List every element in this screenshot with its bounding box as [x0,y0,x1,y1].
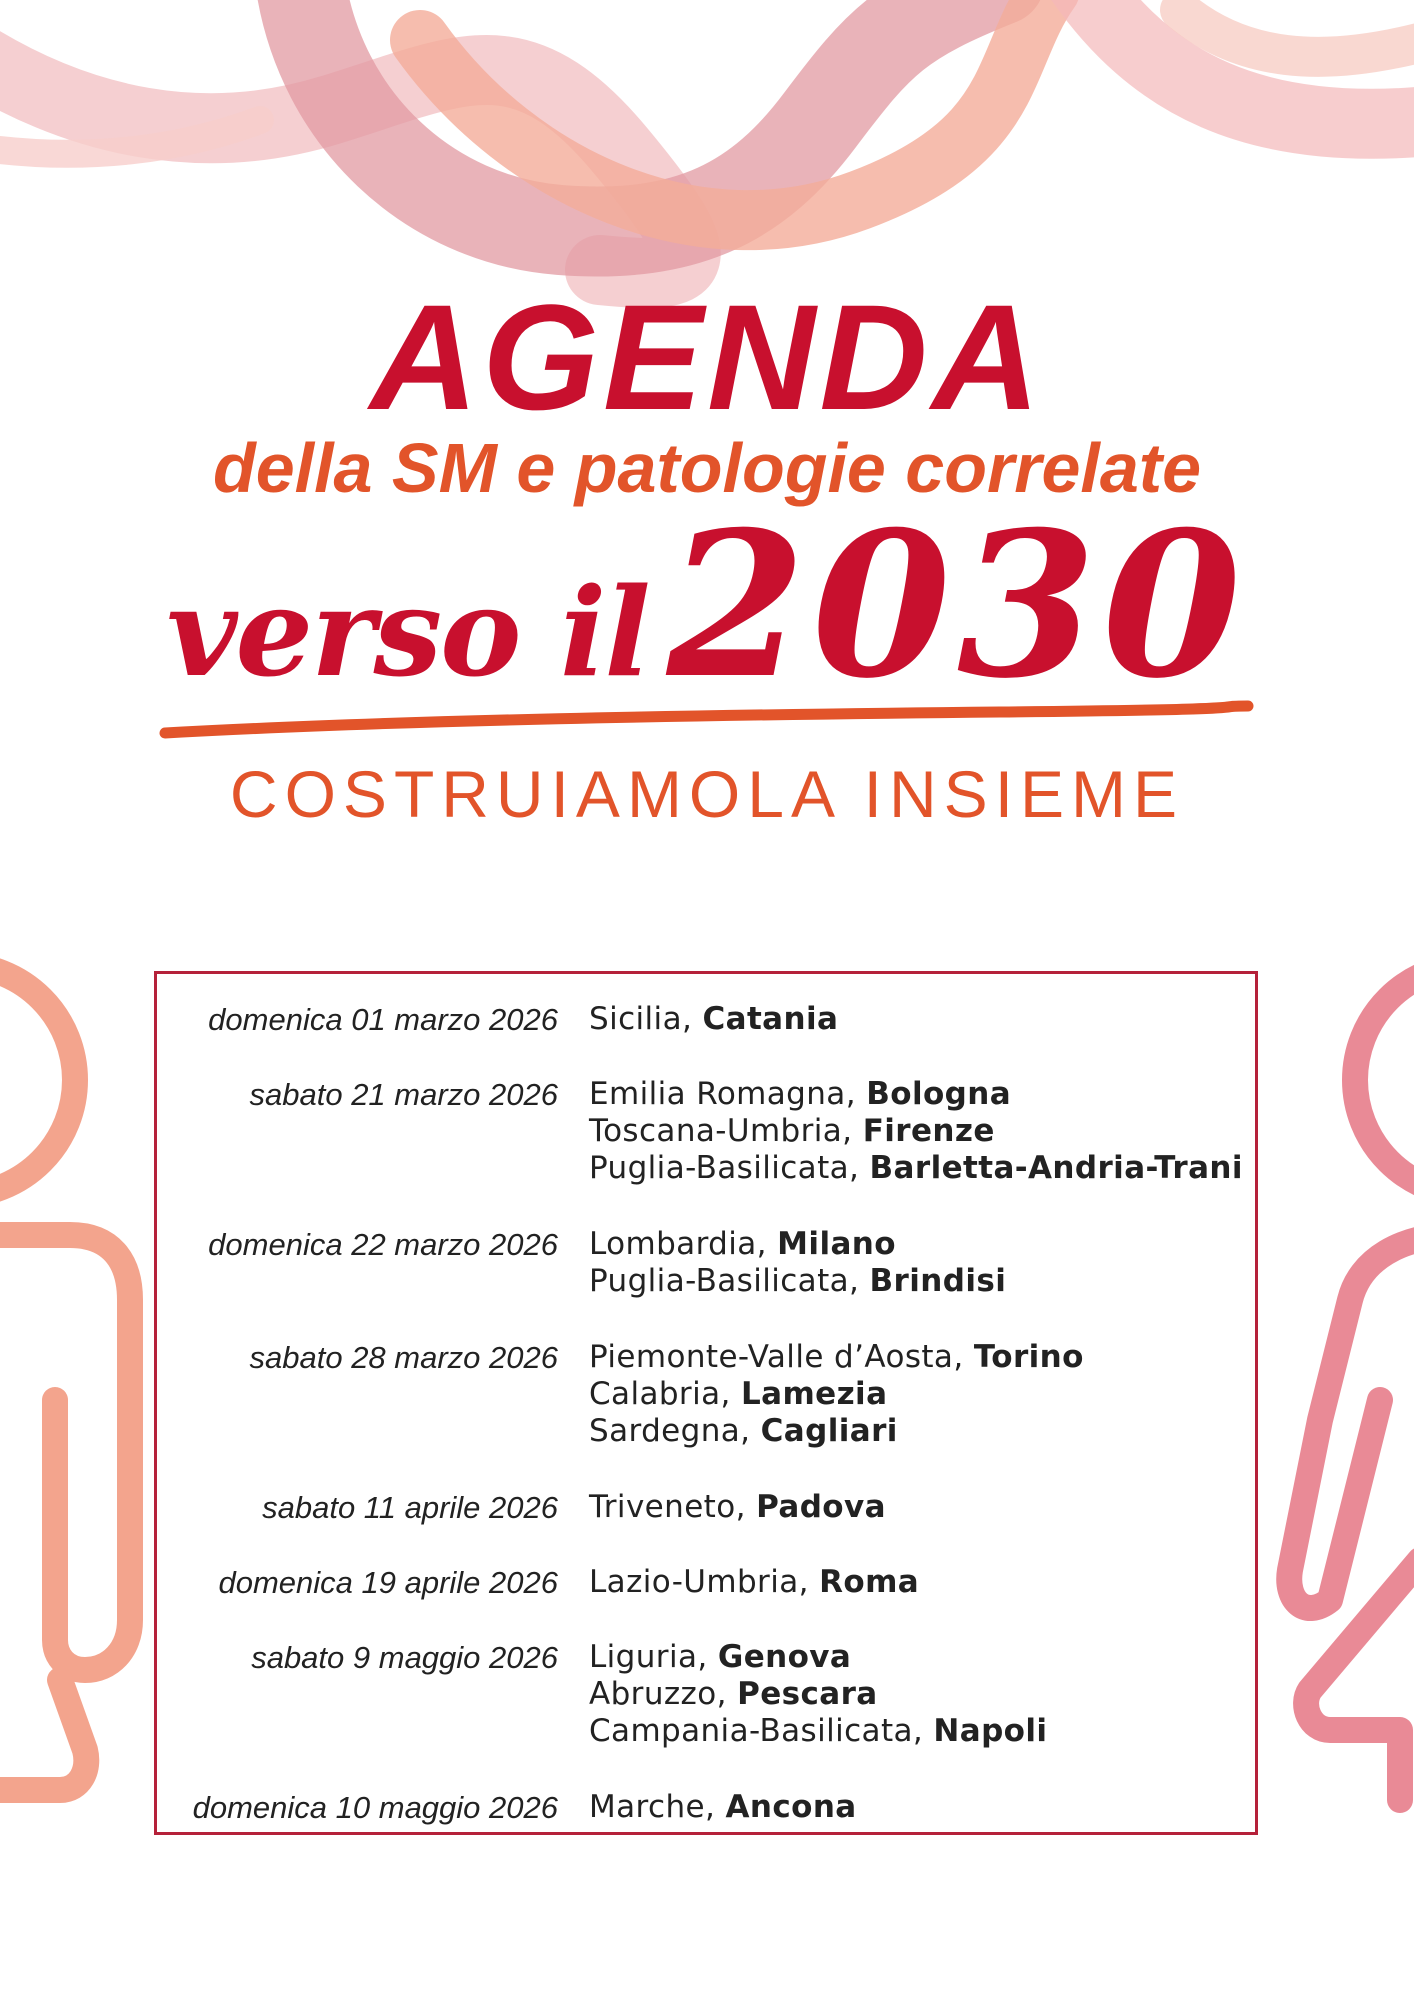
agenda-date: sabato 9 maggio 2026 [251,1639,558,1675]
city-name: Torino [973,1338,1084,1375]
agenda-places [589,1789,857,1826]
city-name: Firenze [862,1113,995,1149]
city-name: Bologna [866,1076,1012,1112]
city-name: Ancona [725,1788,857,1825]
city-name: Brindisi [869,1263,1007,1299]
person-silhouette-right [1289,965,1414,1800]
city-name: Milano [777,1226,896,1262]
agenda-place [589,1339,1084,1376]
city-name: Lamezia [741,1375,888,1412]
city-name: Cagliari [760,1412,898,1449]
agenda-date: sabato 21 marzo 2026 [249,1077,558,1112]
agenda-place [589,1150,1243,1187]
region-name: Calabria, [589,1375,741,1412]
region-name: Piemonte-Valle d’Aosta, [589,1338,974,1375]
region-name: Sicilia, [589,1001,703,1037]
region-name: Abruzzo, [589,1675,738,1712]
region-name: Sardegna, [589,1412,761,1449]
agenda-place [589,1263,1006,1300]
agenda-date: domenica 19 aprile 2026 [218,1564,558,1600]
region-name: Puglia-Basilicata, [589,1150,870,1186]
region-name: Campania-Basilicata, [589,1712,934,1749]
city-name: Padova [756,1488,886,1525]
region-name: Liguria, [589,1638,718,1675]
agenda-places [589,1639,1047,1750]
page-title: AGENDA [369,273,1045,441]
agenda-places [589,1076,1243,1187]
agenda-places [589,1489,886,1526]
agenda-places [589,1001,838,1038]
region-name: Emilia Romagna, [589,1076,867,1112]
handwritten-year: 2030 [666,488,1248,723]
agenda-place [589,1413,1084,1450]
tagline: COSTRUIAMOLA INSIEME [229,757,1185,831]
handwritten-heading [0,488,1414,723]
agenda-place [589,1713,1047,1750]
region-name: Lombardia, [589,1226,778,1262]
agenda-place [589,1639,1047,1676]
region-name: Puglia-Basilicata, [589,1263,870,1299]
agenda-date: domenica 22 marzo 2026 [208,1227,558,1262]
brush-stroke-decoration [0,0,1414,273]
agenda-place [589,1376,1084,1413]
region-name: Marche, [589,1788,726,1825]
agenda-place [589,1489,886,1526]
agenda-date: domenica 10 maggio 2026 [192,1789,558,1825]
agenda-date: sabato 11 aprile 2026 [262,1489,558,1525]
agenda-places [589,1339,1084,1450]
agenda-place [589,1676,1047,1713]
person-silhouette-left [0,965,130,1790]
city-name: Barletta-Andria-Trani [869,1150,1243,1186]
region-name: Triveneto, [589,1488,757,1525]
page-subtitle: della SM e patologie correlate [212,429,1202,507]
city-name: Roma [819,1563,920,1600]
city-name: Pescara [737,1675,878,1712]
agenda-box [154,971,1258,1835]
agenda-places [589,1226,1006,1300]
region-name: Lazio-Umbria, [589,1563,820,1600]
handwritten-words: verso il [166,560,649,704]
agenda-places [589,1564,919,1601]
agenda-place [589,1113,1243,1150]
agenda-place [589,1564,919,1601]
agenda-date: sabato 28 marzo 2026 [249,1339,558,1375]
region-name: Toscana-Umbria, [589,1113,863,1149]
agenda-place [589,1789,857,1826]
city-name: Genova [717,1638,852,1675]
agenda-date: domenica 01 marzo 2026 [208,1002,558,1037]
city-name: Napoli [933,1712,1048,1749]
agenda-place [589,1076,1243,1113]
city-name: Catania [702,1001,839,1037]
agenda-place [589,1001,838,1038]
agenda-place [589,1226,1006,1263]
